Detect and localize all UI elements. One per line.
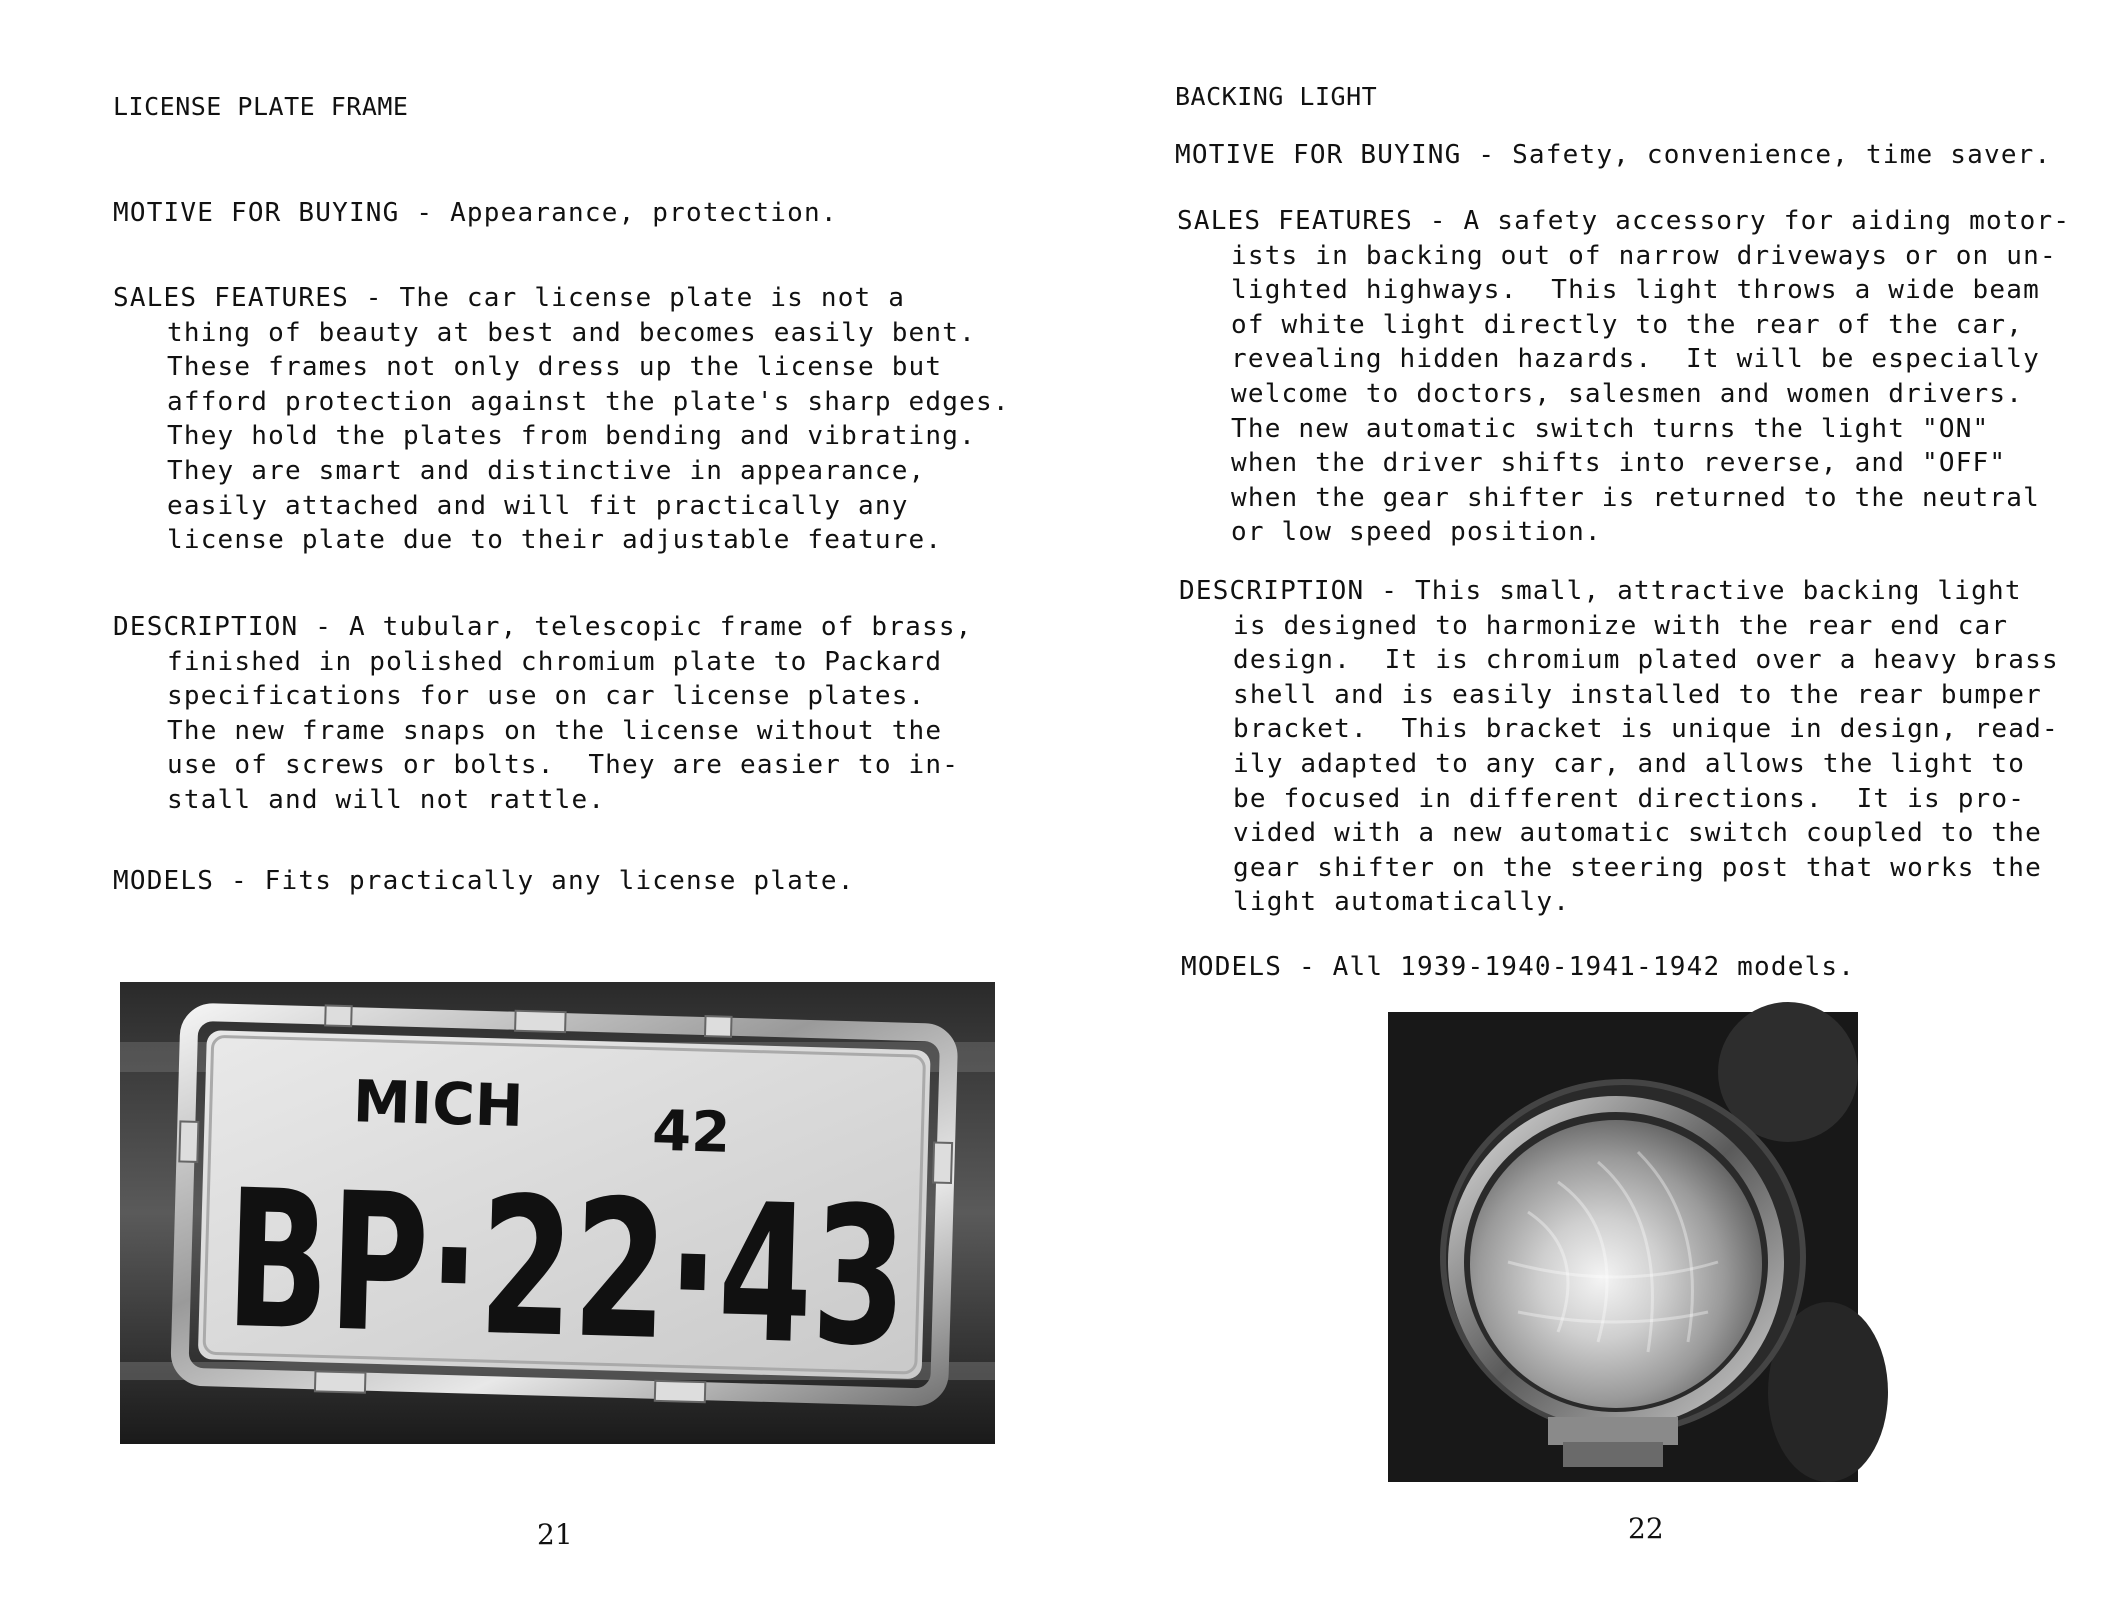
text-line: easily attached and will fit practically any — [167, 490, 909, 521]
plate-number: BP·22·43 — [223, 1148, 1091, 1394]
text-line: finished in polished chromium plate to Packard — [167, 646, 943, 677]
text-line: SALES FEATURES - A safety accessory for aiding motor- — [1177, 206, 2071, 236]
text-line: MODELS - All 1939-1940-1941-1942 models. — [1181, 952, 1856, 982]
text-line: when the gear shifter is returned to the neutral — [1231, 482, 2040, 513]
left-motive-paragraph — [113, 196, 838, 231]
right-page — [1058, 0, 2117, 1600]
text-line: lighted highways. This light throws a wide beam — [1231, 275, 2040, 306]
text-line: These frames not only dress up the license but — [167, 352, 943, 383]
text-line: DESCRIPTION - This small, attractive backing light — [1179, 576, 2022, 606]
text-line: MOTIVE FOR BUYING - Appearance, protection. — [113, 198, 838, 228]
text-line: vided with a new automatic switch coupled to the — [1233, 818, 2042, 849]
text-line: The new frame snaps on the license without the — [167, 715, 943, 746]
text-line: They hold the plates from bending and vibrating. — [167, 421, 976, 452]
backing-light-illustration — [1388, 1012, 1858, 1482]
right-motive-paragraph — [1175, 138, 2051, 173]
left-sales-features-paragraph — [113, 281, 1010, 558]
text-line: welcome to doctors, salesmen and women drivers. — [1231, 378, 2024, 409]
left-models-paragraph — [113, 864, 855, 899]
text-line: light automatically. — [1233, 887, 1571, 918]
text-line: shell and is easily installed to the rear bumper — [1233, 679, 2042, 710]
left-page-title: LICENSE PLATE FRAME — [113, 92, 409, 121]
right-sales-features-paragraph — [1177, 204, 2070, 550]
text-line: when the driver shifts into reverse, and "OFF" — [1231, 448, 2007, 479]
page-number-right: 22 — [1628, 1512, 1664, 1545]
text-line: The new automatic switch turns the light "ON" — [1231, 413, 1990, 444]
text-line: use of screws or bolts. They are easier to in- — [167, 750, 960, 781]
text-line: thing of beauty at best and becomes easily bent. — [167, 317, 976, 348]
text-line: MOTIVE FOR BUYING - Safety, convenience, time saver. — [1175, 140, 2052, 170]
plate-state: MICH — [352, 1067, 525, 1141]
text-line: SALES FEATURES - The car license plate is not a — [113, 283, 906, 313]
right-page-title: BACKING LIGHT — [1175, 82, 1378, 111]
license-plate-frame-photo — [120, 982, 1091, 1444]
right-models-paragraph — [1181, 950, 1855, 985]
right-description-paragraph — [1179, 574, 2059, 920]
text-line: ists in backing out of narrow driveways or on un- — [1231, 240, 2057, 271]
text-line: license plate due to their adjustable feature. — [167, 525, 943, 556]
text-line: of white light directly to the rear of the car, — [1231, 309, 2024, 340]
text-line: is designed to harmonize with the rear end car — [1233, 610, 2009, 641]
text-line: bracket. This bracket is unique in design, read- — [1233, 714, 2059, 745]
page-number-left: 21 — [537, 1518, 573, 1551]
backing-light-photo — [1388, 1012, 1858, 1482]
text-line: afford protection against the plate's sharp edges. — [167, 386, 1010, 417]
text-line: revealing hidden hazards. It will be especially — [1231, 344, 2040, 375]
text-line: be focused in different directions. It is pro- — [1233, 783, 2026, 814]
text-line: specifications for use on car license plates. — [167, 681, 926, 712]
plate-year: 42 — [651, 1098, 732, 1166]
text-line: gear shifter on the steering post that works the — [1233, 852, 2042, 883]
left-description-paragraph — [113, 610, 973, 818]
text-line: or low speed position. — [1231, 517, 1602, 548]
text-line: ily adapted to any car, and allows the light to — [1233, 748, 2026, 779]
text-line: DESCRIPTION - A tubular, telescopic frame of brass, — [113, 612, 973, 642]
text-line: They are smart and distinctive in appearance, — [167, 455, 926, 486]
text-line: MODELS - Fits practically any license plate. — [113, 866, 855, 896]
text-line: design. It is chromium plated over a heavy brass — [1233, 645, 2059, 676]
text-line: stall and will not rattle. — [167, 784, 606, 815]
license-plate-illustration — [120, 982, 1091, 1444]
